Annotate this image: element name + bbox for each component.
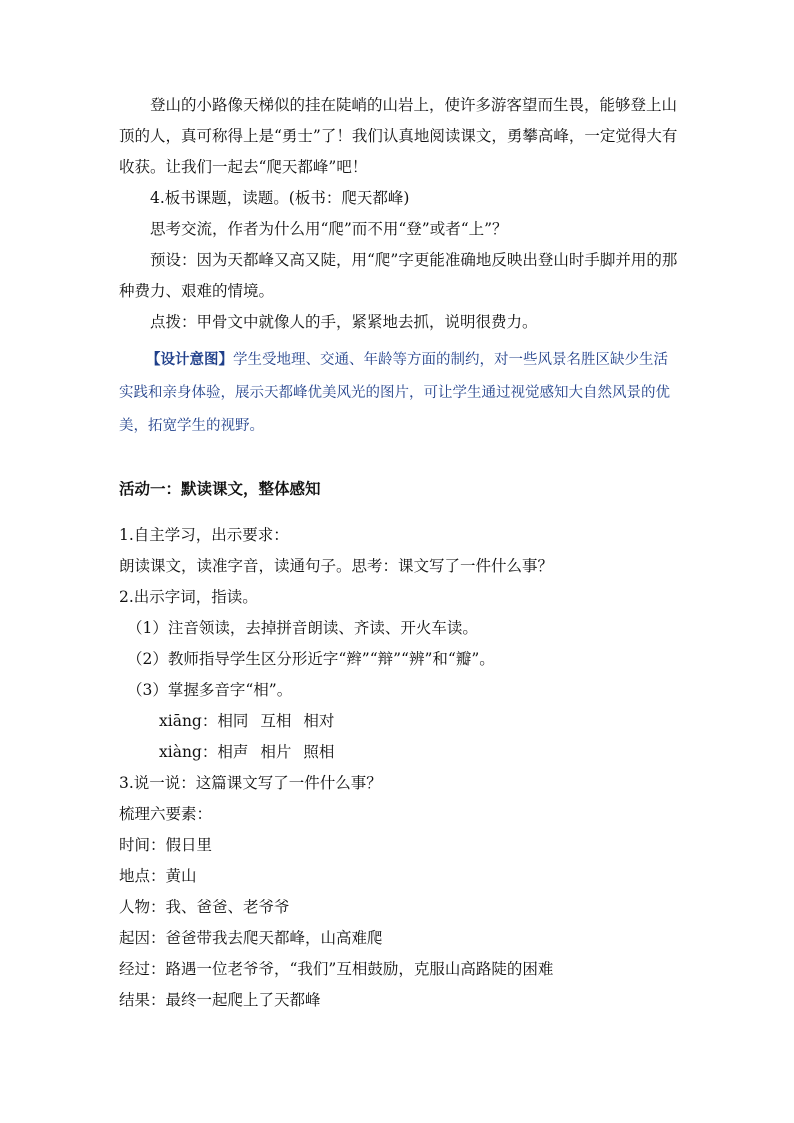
- step-4-title: 4.板书课题，读题。(板书：爬天都峰): [150, 189, 410, 207]
- tip-text: 点拨：甲骨文中就像人的手，紧紧地去抓，说明很费力。: [150, 313, 538, 331]
- list-item: 经过：路遇一位老爷爷，“我们”互相鼓励，克服山高路陡的困难: [119, 959, 554, 978]
- list-item: 起因：爸爸带我去爬天都峰，山高难爬: [119, 928, 383, 947]
- sub-step-3: （3）掌握多音字“相”。: [127, 680, 293, 699]
- list-item: 结果：最终一起爬上了天都峰: [119, 990, 321, 1009]
- sub-step-2: （2）教师指导学生区分形近字“辫”“辩”“辨”和“瓣”。: [127, 649, 495, 668]
- design-intent-tag: 【设计意图】: [146, 352, 233, 368]
- preset-answer: 预设：因为天都峰又高又陡，用“爬”字更能准确地反映出登山时手脚并用的那种费力、艰难的情境。: [119, 251, 678, 300]
- list-item: 人物：我、爸爸、老爷爷: [119, 897, 290, 916]
- sub-step-1: （1）注音领读，去掉拼音朗读、齐读、开火车读。: [127, 618, 478, 637]
- design-intent-text: 学生受地理、交通、年龄等方面的制约，对一些风景名胜区缺少生活实践和亲身体验，展示天都峰优美风光的图片，可让学生通过视觉感知大自然风景的优美，拓宽学生的视野。: [119, 352, 670, 434]
- design-intent: [119, 344, 679, 443]
- elements-title: 梳理六要素：: [119, 804, 213, 823]
- activity-step-1: 1.自主学习，出示要求：: [119, 525, 289, 544]
- pinyin-word: 相同: [217, 711, 249, 730]
- pinyin-word: 相声: [217, 742, 249, 761]
- activity-step-1-detail: 朗读课文，读准字音，读通句子。思考：课文写了一件什么事？: [119, 556, 554, 575]
- pinyin-reading: xiàng：: [159, 742, 218, 761]
- pinyin-word: 照相: [303, 742, 335, 761]
- pinyin-word: 相片: [260, 742, 292, 761]
- activity-step-3: 3.说一说：这篇课文写了一件什么事？: [119, 773, 382, 792]
- list-item: 时间：假日里: [119, 835, 213, 854]
- six-elements-list: [119, 830, 679, 1016]
- pinyin-word: 互相: [260, 711, 292, 730]
- list-item: 地点：黄山: [119, 866, 197, 885]
- think-question: 思考交流，作者为什么用“爬”而不用“登”或者“上”？: [150, 220, 508, 238]
- intro-paragraph: 登山的小路像天梯似的挂在陡峭的山岩上，使许多游客望而生畏，能够登上山顶的人，真可称得上是“勇士”了！我们认真地阅读课文，勇攀高峰，一定觉得大有收获。让我们一起去“爬天都峰”吧！: [119, 96, 678, 176]
- pinyin-row-xiang1: [119, 706, 679, 737]
- pinyin-row-xiang4: [119, 737, 679, 768]
- page-content: [119, 90, 679, 1016]
- activity-1-title: 活动一：默读课文，整体感知: [119, 479, 321, 498]
- activity-step-2: 2.出示字词，指读。: [119, 587, 258, 606]
- pinyin-reading: xiāng：: [159, 711, 218, 730]
- pinyin-word: 相对: [303, 711, 335, 730]
